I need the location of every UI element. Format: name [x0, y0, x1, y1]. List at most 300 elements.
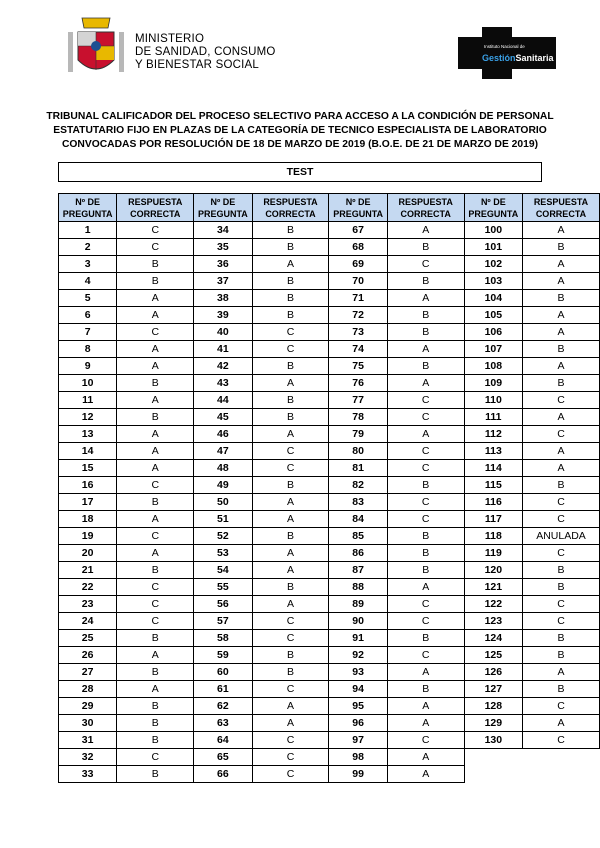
answer-cell: A: [252, 545, 329, 562]
question-number-cell: 100: [464, 222, 522, 239]
answer-cell: A: [252, 511, 329, 528]
logo-word-gestion: Gestión: [482, 53, 516, 63]
question-number-cell: 12: [59, 409, 117, 426]
answer-cell: A: [117, 426, 194, 443]
ministry-line-1: MINISTERIO: [135, 33, 205, 45]
table-row: [59, 324, 600, 341]
question-number-cell: 26: [59, 647, 117, 664]
question-number-cell: 58: [194, 630, 252, 647]
question-number-cell: 98: [329, 749, 387, 766]
answer-cell: B: [387, 358, 464, 375]
column-header-answer: RESPUESTA CORRECTA: [252, 194, 329, 222]
answer-cell: C: [387, 613, 464, 630]
question-number-cell: 120: [464, 562, 522, 579]
question-number-cell: 25: [59, 630, 117, 647]
table-row: [59, 681, 600, 698]
question-number-cell: 112: [464, 426, 522, 443]
answer-cell: B: [522, 375, 599, 392]
table-row: [59, 766, 600, 783]
answer-cell: B: [252, 647, 329, 664]
question-number-cell: 87: [329, 562, 387, 579]
answer-cell: B: [522, 239, 599, 256]
table-row: [59, 273, 600, 290]
question-number-cell: 121: [464, 579, 522, 596]
question-number-cell: 2: [59, 239, 117, 256]
answer-cell: A: [522, 358, 599, 375]
answer-cell: B: [522, 290, 599, 307]
question-number-cell: 108: [464, 358, 522, 375]
question-number-cell: 74: [329, 341, 387, 358]
question-number-cell: 39: [194, 307, 252, 324]
answer-cell: C: [252, 460, 329, 477]
answer-cell: B: [117, 256, 194, 273]
question-number-cell: 65: [194, 749, 252, 766]
question-number-cell: 53: [194, 545, 252, 562]
question-number-cell: 73: [329, 324, 387, 341]
answer-cell: C: [252, 681, 329, 698]
table-row: [59, 579, 600, 596]
answer-cell: B: [522, 630, 599, 647]
table-row: [59, 562, 600, 579]
table-row: [59, 375, 600, 392]
answer-cell: C: [387, 647, 464, 664]
answer-cell: A: [387, 290, 464, 307]
question-number-cell: 44: [194, 392, 252, 409]
question-number-cell: 48: [194, 460, 252, 477]
answer-cell: C: [252, 766, 329, 783]
question-number-cell: 67: [329, 222, 387, 239]
document-title: [40, 110, 560, 152]
column-header-number: Nº DE PREGUNTA: [464, 194, 522, 222]
answer-cell: C: [522, 426, 599, 443]
question-number-cell: 31: [59, 732, 117, 749]
answer-cell: C: [522, 698, 599, 715]
question-number-cell: 59: [194, 647, 252, 664]
answer-cell: C: [522, 732, 599, 749]
question-number-cell: 79: [329, 426, 387, 443]
answer-cell: A: [387, 222, 464, 239]
question-number-cell: 70: [329, 273, 387, 290]
question-number-cell: 42: [194, 358, 252, 375]
answer-cell: A: [252, 715, 329, 732]
table-row: [59, 528, 600, 545]
answer-cell: C: [387, 392, 464, 409]
question-number-cell: 27: [59, 664, 117, 681]
table-row: [59, 392, 600, 409]
question-number-cell: 129: [464, 715, 522, 732]
answer-cell: B: [522, 341, 599, 358]
answer-cell: A: [522, 460, 599, 477]
answer-cell: B: [387, 681, 464, 698]
answer-cell: B: [522, 681, 599, 698]
table-row: [59, 630, 600, 647]
answer-cell: C: [117, 579, 194, 596]
answer-cell: B: [117, 698, 194, 715]
question-number-cell: 117: [464, 511, 522, 528]
answer-cell: B: [252, 477, 329, 494]
table-row: [59, 698, 600, 715]
answer-cell: C: [252, 341, 329, 358]
answer-cell: B: [522, 562, 599, 579]
title-line-1: TRIBUNAL CALIFICADOR DEL PROCESO SELECTIVO PARA ACCESO A LA CONDICIÓN DE PERSONAL: [46, 111, 554, 122]
answer-cell: B: [252, 222, 329, 239]
answer-cell: C: [522, 511, 599, 528]
answer-cell: B: [117, 562, 194, 579]
answer-cell: B: [252, 290, 329, 307]
table-row: [59, 256, 600, 273]
table-row: [59, 460, 600, 477]
question-number-cell: 85: [329, 528, 387, 545]
question-number-cell: 51: [194, 511, 252, 528]
question-number-cell: 127: [464, 681, 522, 698]
ingesa-logo: [458, 27, 556, 79]
question-number-cell: 18: [59, 511, 117, 528]
title-line-2: ESTATUTARIO FIJO EN PLAZAS DE LA CATEGORÍA DE TECNICO ESPECIALISTA DE LABORATORIO: [53, 125, 547, 136]
ministry-line-2: DE SANIDAD, CONSUMO: [135, 46, 276, 58]
answer-cell: A: [117, 681, 194, 698]
answer-cell: B: [117, 375, 194, 392]
answer-cell: B: [252, 579, 329, 596]
empty-cell: [464, 749, 522, 766]
title-line-3: CONVOCADAS POR RESOLUCIÓN DE 18 DE MARZO DE 2019 (B.O.E. DE 21 DE MARZO DE 2019): [61, 139, 539, 150]
coat-of-arms-logo: [64, 14, 128, 84]
question-number-cell: 99: [329, 766, 387, 783]
answer-cell: C: [252, 732, 329, 749]
answer-cell: B: [117, 273, 194, 290]
answer-cell: C: [117, 324, 194, 341]
question-number-cell: 78: [329, 409, 387, 426]
question-number-cell: 123: [464, 613, 522, 630]
question-number-cell: 35: [194, 239, 252, 256]
answer-cell: A: [387, 715, 464, 732]
question-number-cell: 71: [329, 290, 387, 307]
answer-cell: A: [252, 375, 329, 392]
answer-cell: B: [387, 307, 464, 324]
question-number-cell: 125: [464, 647, 522, 664]
answer-cell: B: [387, 528, 464, 545]
answer-cell: B: [387, 545, 464, 562]
table-row: [59, 596, 600, 613]
answer-cell: A: [252, 562, 329, 579]
answer-cell: A: [117, 290, 194, 307]
question-number-cell: 60: [194, 664, 252, 681]
question-number-cell: 57: [194, 613, 252, 630]
answer-cell: A: [252, 596, 329, 613]
answer-cell: C: [117, 239, 194, 256]
question-number-cell: 86: [329, 545, 387, 562]
question-number-cell: 61: [194, 681, 252, 698]
answer-cell: B: [387, 477, 464, 494]
answer-cell: A: [387, 579, 464, 596]
answer-cell: C: [117, 749, 194, 766]
test-label: TEST: [58, 162, 542, 182]
answer-cell: C: [387, 494, 464, 511]
question-number-cell: 49: [194, 477, 252, 494]
question-number-cell: 124: [464, 630, 522, 647]
answer-cell: C: [387, 409, 464, 426]
empty-cell: [464, 766, 522, 783]
answer-cell: A: [117, 647, 194, 664]
question-number-cell: 84: [329, 511, 387, 528]
question-number-cell: 17: [59, 494, 117, 511]
question-number-cell: 83: [329, 494, 387, 511]
answer-cell: C: [522, 596, 599, 613]
question-number-cell: 40: [194, 324, 252, 341]
question-number-cell: 113: [464, 443, 522, 460]
question-number-cell: 69: [329, 256, 387, 273]
question-number-cell: 126: [464, 664, 522, 681]
table-row: [59, 749, 600, 766]
table-row: [59, 647, 600, 664]
answer-cell: C: [252, 613, 329, 630]
answer-cell: C: [522, 545, 599, 562]
ministry-name: [135, 33, 276, 72]
logo-subtitle: Instituto Nacional de: [484, 44, 525, 49]
answer-cell: ANULADA: [522, 528, 599, 545]
question-number-cell: 20: [59, 545, 117, 562]
table-row: [59, 222, 600, 239]
question-number-cell: 55: [194, 579, 252, 596]
column-header-answer: RESPUESTA CORRECTA: [522, 194, 599, 222]
answer-cell: B: [522, 647, 599, 664]
answer-cell: A: [387, 766, 464, 783]
answer-cell: B: [252, 392, 329, 409]
answer-cell: A: [117, 511, 194, 528]
logo-word-sanitaria: Sanitaria: [515, 53, 554, 63]
question-number-cell: 82: [329, 477, 387, 494]
answer-cell: A: [117, 341, 194, 358]
question-number-cell: 122: [464, 596, 522, 613]
question-number-cell: 89: [329, 596, 387, 613]
question-number-cell: 50: [194, 494, 252, 511]
answer-cell: A: [522, 324, 599, 341]
answer-cell: C: [117, 528, 194, 545]
question-number-cell: 80: [329, 443, 387, 460]
answer-cell: B: [252, 409, 329, 426]
answer-cell: A: [117, 460, 194, 477]
question-number-cell: 24: [59, 613, 117, 630]
answer-cell: A: [522, 715, 599, 732]
question-number-cell: 110: [464, 392, 522, 409]
answer-cell: C: [252, 324, 329, 341]
answer-cell: A: [117, 307, 194, 324]
question-number-cell: 64: [194, 732, 252, 749]
answer-cell: A: [387, 341, 464, 358]
table-row: [59, 511, 600, 528]
table-header-row: [59, 194, 600, 222]
table-row: [59, 307, 600, 324]
question-number-cell: 77: [329, 392, 387, 409]
question-number-cell: 3: [59, 256, 117, 273]
answer-cell: A: [117, 358, 194, 375]
question-number-cell: 97: [329, 732, 387, 749]
question-number-cell: 9: [59, 358, 117, 375]
answer-cell: A: [522, 664, 599, 681]
table-row: [59, 358, 600, 375]
question-number-cell: 29: [59, 698, 117, 715]
answer-cell: B: [117, 630, 194, 647]
answer-cell: C: [387, 443, 464, 460]
question-number-cell: 66: [194, 766, 252, 783]
column-header-number: Nº DE PREGUNTA: [329, 194, 387, 222]
answer-cell: B: [252, 358, 329, 375]
question-number-cell: 68: [329, 239, 387, 256]
table-row: [59, 443, 600, 460]
answer-cell: C: [387, 596, 464, 613]
question-number-cell: 72: [329, 307, 387, 324]
question-number-cell: 11: [59, 392, 117, 409]
answer-cell: A: [117, 392, 194, 409]
question-number-cell: 28: [59, 681, 117, 698]
answer-cell: B: [252, 307, 329, 324]
question-number-cell: 47: [194, 443, 252, 460]
question-number-cell: 16: [59, 477, 117, 494]
answer-cell: A: [387, 664, 464, 681]
answer-cell: A: [387, 426, 464, 443]
question-number-cell: 76: [329, 375, 387, 392]
question-number-cell: 105: [464, 307, 522, 324]
answer-cell: B: [387, 324, 464, 341]
answer-cell: C: [522, 613, 599, 630]
question-number-cell: 88: [329, 579, 387, 596]
question-number-cell: 101: [464, 239, 522, 256]
question-number-cell: 104: [464, 290, 522, 307]
table-row: [59, 494, 600, 511]
answer-cell: A: [117, 443, 194, 460]
question-number-cell: 34: [194, 222, 252, 239]
question-number-cell: 107: [464, 341, 522, 358]
answer-cell: A: [252, 494, 329, 511]
question-number-cell: 37: [194, 273, 252, 290]
answer-cell: A: [387, 375, 464, 392]
question-number-cell: 93: [329, 664, 387, 681]
answer-cell: A: [522, 222, 599, 239]
question-number-cell: 109: [464, 375, 522, 392]
question-number-cell: 14: [59, 443, 117, 460]
answer-cell: C: [117, 222, 194, 239]
answer-cell: B: [387, 273, 464, 290]
answer-cell: C: [522, 494, 599, 511]
question-number-cell: 81: [329, 460, 387, 477]
answer-cell: C: [252, 749, 329, 766]
answer-cell: B: [252, 528, 329, 545]
table-row: [59, 341, 600, 358]
question-number-cell: 13: [59, 426, 117, 443]
question-number-cell: 52: [194, 528, 252, 545]
column-header-number: Nº DE PREGUNTA: [194, 194, 252, 222]
question-number-cell: 15: [59, 460, 117, 477]
question-number-cell: 10: [59, 375, 117, 392]
question-number-cell: 21: [59, 562, 117, 579]
answer-cell: A: [522, 409, 599, 426]
answer-cell: B: [252, 664, 329, 681]
answer-cell: B: [387, 239, 464, 256]
answer-cell: C: [387, 511, 464, 528]
question-number-cell: 75: [329, 358, 387, 375]
question-number-cell: 103: [464, 273, 522, 290]
answer-cell: B: [522, 477, 599, 494]
question-number-cell: 128: [464, 698, 522, 715]
table-row: [59, 409, 600, 426]
question-number-cell: 5: [59, 290, 117, 307]
question-number-cell: 62: [194, 698, 252, 715]
question-number-cell: 96: [329, 715, 387, 732]
table-row: [59, 732, 600, 749]
question-number-cell: 95: [329, 698, 387, 715]
question-number-cell: 33: [59, 766, 117, 783]
question-number-cell: 118: [464, 528, 522, 545]
question-number-cell: 4: [59, 273, 117, 290]
answer-cell: A: [522, 273, 599, 290]
table-row: [59, 426, 600, 443]
answer-cell: B: [117, 664, 194, 681]
answer-cell: A: [252, 698, 329, 715]
table-row: [59, 239, 600, 256]
answer-cell: A: [117, 545, 194, 562]
answer-cell: C: [117, 596, 194, 613]
answer-cell: C: [117, 477, 194, 494]
question-number-cell: 90: [329, 613, 387, 630]
question-number-cell: 111: [464, 409, 522, 426]
column-header-answer: RESPUESTA CORRECTA: [117, 194, 194, 222]
answer-cell: C: [387, 256, 464, 273]
answer-cell: B: [387, 630, 464, 647]
question-number-cell: 8: [59, 341, 117, 358]
table-row: [59, 664, 600, 681]
question-number-cell: 56: [194, 596, 252, 613]
question-number-cell: 102: [464, 256, 522, 273]
table-row: [59, 477, 600, 494]
answer-cell: A: [252, 256, 329, 273]
question-number-cell: 130: [464, 732, 522, 749]
answer-cell: C: [252, 630, 329, 647]
table-row: [59, 613, 600, 630]
answer-cell: C: [387, 732, 464, 749]
answer-cell: C: [387, 460, 464, 477]
question-number-cell: 94: [329, 681, 387, 698]
question-number-cell: 22: [59, 579, 117, 596]
question-number-cell: 92: [329, 647, 387, 664]
answer-cell: B: [252, 239, 329, 256]
answer-cell: A: [252, 426, 329, 443]
question-number-cell: 6: [59, 307, 117, 324]
table-row: [59, 715, 600, 732]
answer-cell: B: [117, 409, 194, 426]
answer-cell: A: [387, 698, 464, 715]
answer-cell: A: [522, 443, 599, 460]
answer-cell: C: [522, 392, 599, 409]
empty-cell: [522, 749, 599, 766]
question-number-cell: 91: [329, 630, 387, 647]
question-number-cell: 114: [464, 460, 522, 477]
answer-cell: C: [252, 443, 329, 460]
answer-cell: C: [117, 613, 194, 630]
question-number-cell: 32: [59, 749, 117, 766]
question-number-cell: 119: [464, 545, 522, 562]
empty-cell: [522, 766, 599, 783]
question-number-cell: 46: [194, 426, 252, 443]
answer-cell: B: [252, 273, 329, 290]
answer-cell: B: [117, 715, 194, 732]
question-number-cell: 115: [464, 477, 522, 494]
question-number-cell: 30: [59, 715, 117, 732]
answer-cell: B: [117, 732, 194, 749]
column-header-answer: RESPUESTA CORRECTA: [387, 194, 464, 222]
question-number-cell: 1: [59, 222, 117, 239]
question-number-cell: 38: [194, 290, 252, 307]
table-row: [59, 545, 600, 562]
answer-key-table: [58, 193, 600, 783]
